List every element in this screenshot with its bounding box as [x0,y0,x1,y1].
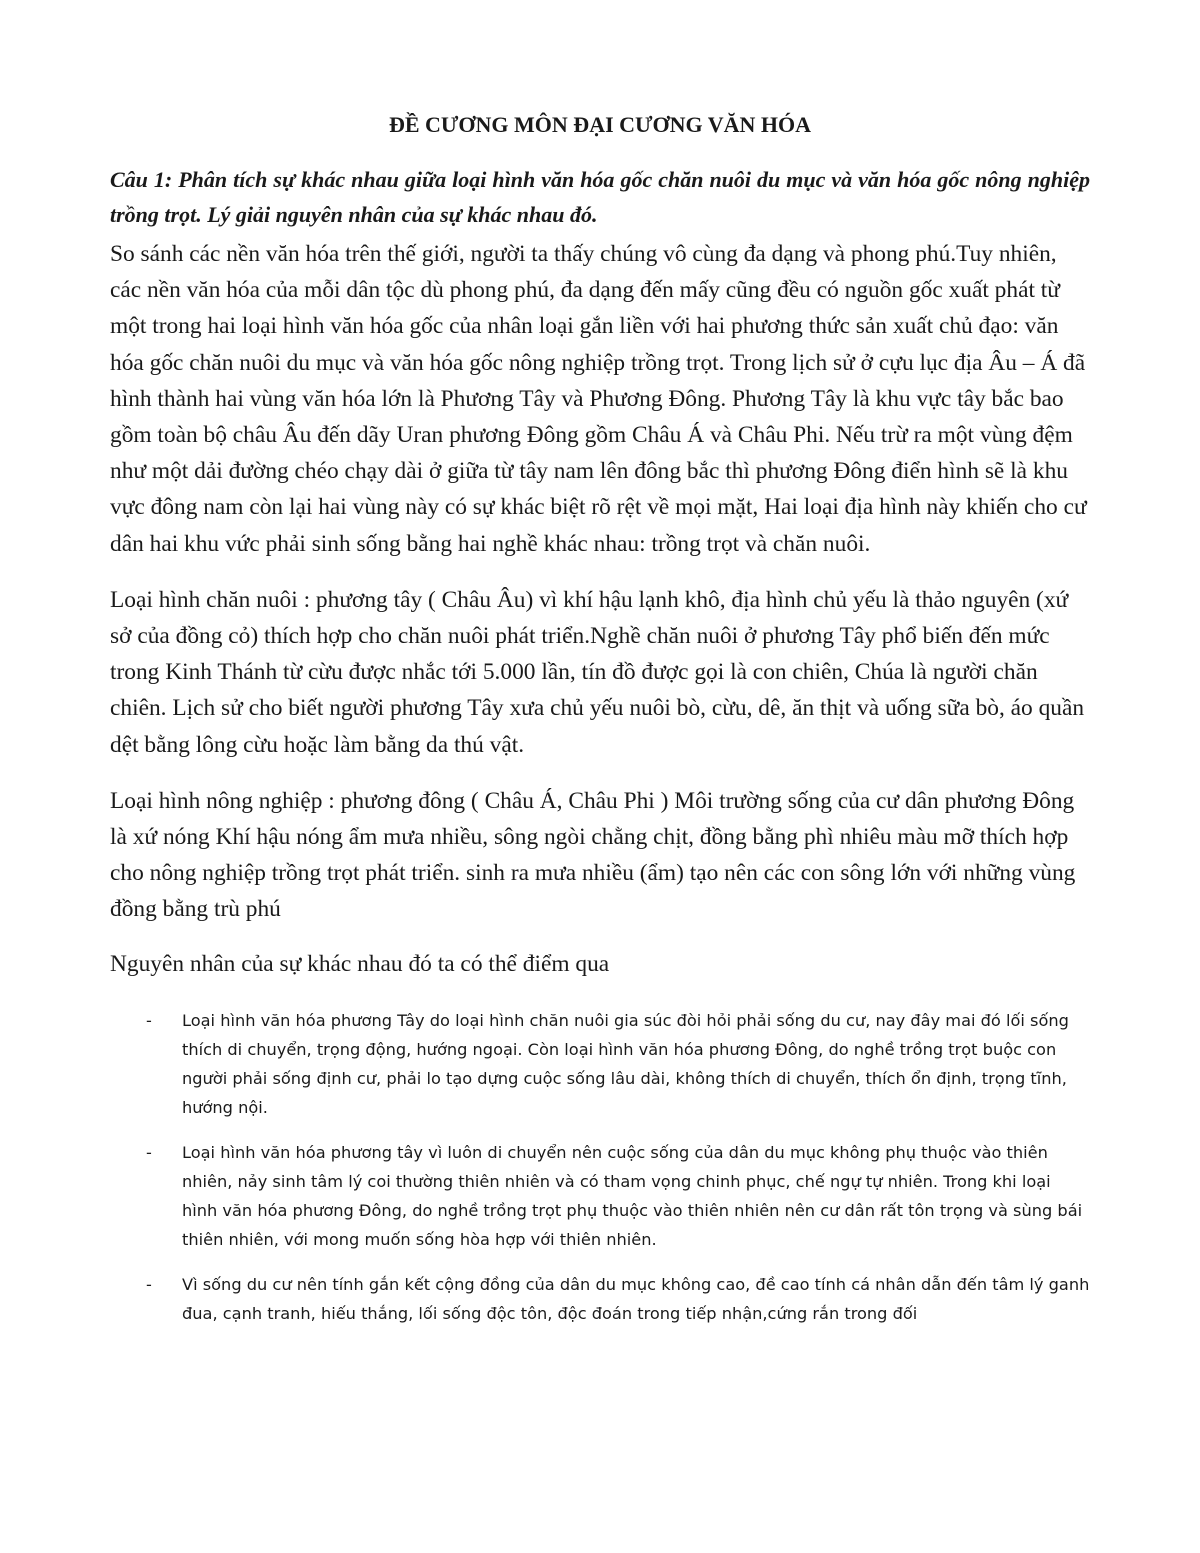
bullet-dash: - [146,1010,152,1030]
list-item [110,1270,1090,1328]
document-title: ĐỀ CƯƠNG MÔN ĐẠI CƯƠNG VĂN HÓA [388,112,812,137]
list-item-text: Vì sống du cư nên tính gắn kết cộng đồng của dân du mục không cao, đề cao tính cá nhân dẫn đến tâm lý ganh đua, cạnh tranh, hiếu thắng, lối sống độc tôn, độc đoán trong tiếp nhận,cứng rắn trong đối [182,1274,1090,1323]
paragraph-herding: Loại hình chăn nuôi : phương tây ( Châu Âu) vì khí hậu lạnh khô, địa hình chủ yếu là thảo nguyên (xứ sở của đồng cỏ) thích hợp cho chăn nuôi phát triển.Nghề chăn nuôi ở phương Tây phổ biến đến mức trong Kinh Thánh từ cừu được nhắc tới 5.000 lần, tín đồ được gọi là con chiên, Chúa là người chăn chiên. Lịch sử cho biết người phương Tây xưa chủ yếu nuôi bò, cừu, dê, ăn thịt và uống sữa bò, áo quần dệt bằng lông cừu hoặc làm bằng da thú vật. [110,586,1085,758]
question-heading: Câu 1: Phân tích sự khác nhau giữa loại hình văn hóa gốc chăn nuôi du mục và văn hóa gốc nông nghiệp trồng trọt. Lý giải nguyên nhân của sự khác nhau đó. [110,167,1090,227]
document-page [110,108,1090,1344]
bullet-dash: - [146,1142,152,1162]
bullet-dash: - [146,1274,152,1294]
list-item-text: Loại hình văn hóa phương tây vì luôn di chuyển nên cuộc sống của dân du mục không phụ thuộc vào thiên nhiên, nảy sinh tâm lý coi thường thiên nhiên và có tham vọng chinh phục, chế ngự tự nhiên. Trong khi loại hình văn hóa phương Đông, do nghề trồng trọt phụ thuộc vào thiên nhiên nên cư dân rất tôn trọng và sùng bái thiên nhiên, với mong muốn sống hòa hợp với thiên nhiên. [182,1142,1083,1249]
list-item-text: Loại hình văn hóa phương Tây do loại hình chăn nuôi gia súc đòi hỏi phải sống du cư, nay đây mai đó lối sống thích di chuyển, trọng động, hướng ngoại. Còn loại hình văn hóa phương Đông, do nghề trồng trọt buộc con người phải sống định cư, phải lo tạo dựng cuộc sống lâu dài, không thích di chuyển, thích ổn định, trọng tĩnh, hướng nội. [182,1010,1069,1117]
paragraph-agriculture: Loại hình nông nghiệp : phương đông ( Châu Á, Châu Phi ) Môi trường sống của cư dân phương Đông là xứ nóng Khí hậu nóng ẩm mưa nhiều, sông ngòi chằng chịt, đồng bằng phì nhiêu màu mỡ thích hợp cho nông nghiệp trồng trọt phát triển. sinh ra mưa nhiều (ẩm) tạo nên các con sông lớn với những vùng đồng bằng trù phú [110,787,1076,923]
list-item [110,1138,1090,1254]
reason-heading: Nguyên nhân của sự khác nhau đó ta có thể điểm qua [110,950,610,977]
reason-list [110,1006,1090,1328]
paragraph-intro: So sánh các nền văn hóa trên thế giới, người ta thấy chúng vô cùng đa dạng và phong phú.Tuy nhiên, các nền văn hóa của mỗi dân tộc dù phong phú, đa dạng đến mấy cũng đều có nguồn gốc xuất phát từ một trong hai loại hình văn hóa gốc của nhân loại gắn liền với hai phương thức sản xuất chủ đạo: văn hóa gốc chăn nuôi du mục và văn hóa gốc nông nghiệp trồng trọt. Trong lịch sử ở cựu lục địa Âu – Á đã hình thành hai vùng văn hóa lớn là Phương Tây và Phương Đông. Phương Tây là khu vực tây bắc bao gồm toàn bộ châu Âu đến dãy Uran phương Đông gồm Châu Á và Châu Phi. Nếu trừ ra một vùng đệm như một dải đường chéo chạy dài ở giữa từ tây nam lên đông bắc thì phương Đông điển hình sẽ là khu vực đông nam còn lại hai vùng này có sự khác biệt rõ rệt về mọi mặt, Hai loại địa hình này khiến cho cư dân hai khu vức phải sinh sống bằng hai nghề khác nhau: trồng trọt và chăn nuôi. [110,241,1087,557]
list-item [110,1006,1090,1122]
